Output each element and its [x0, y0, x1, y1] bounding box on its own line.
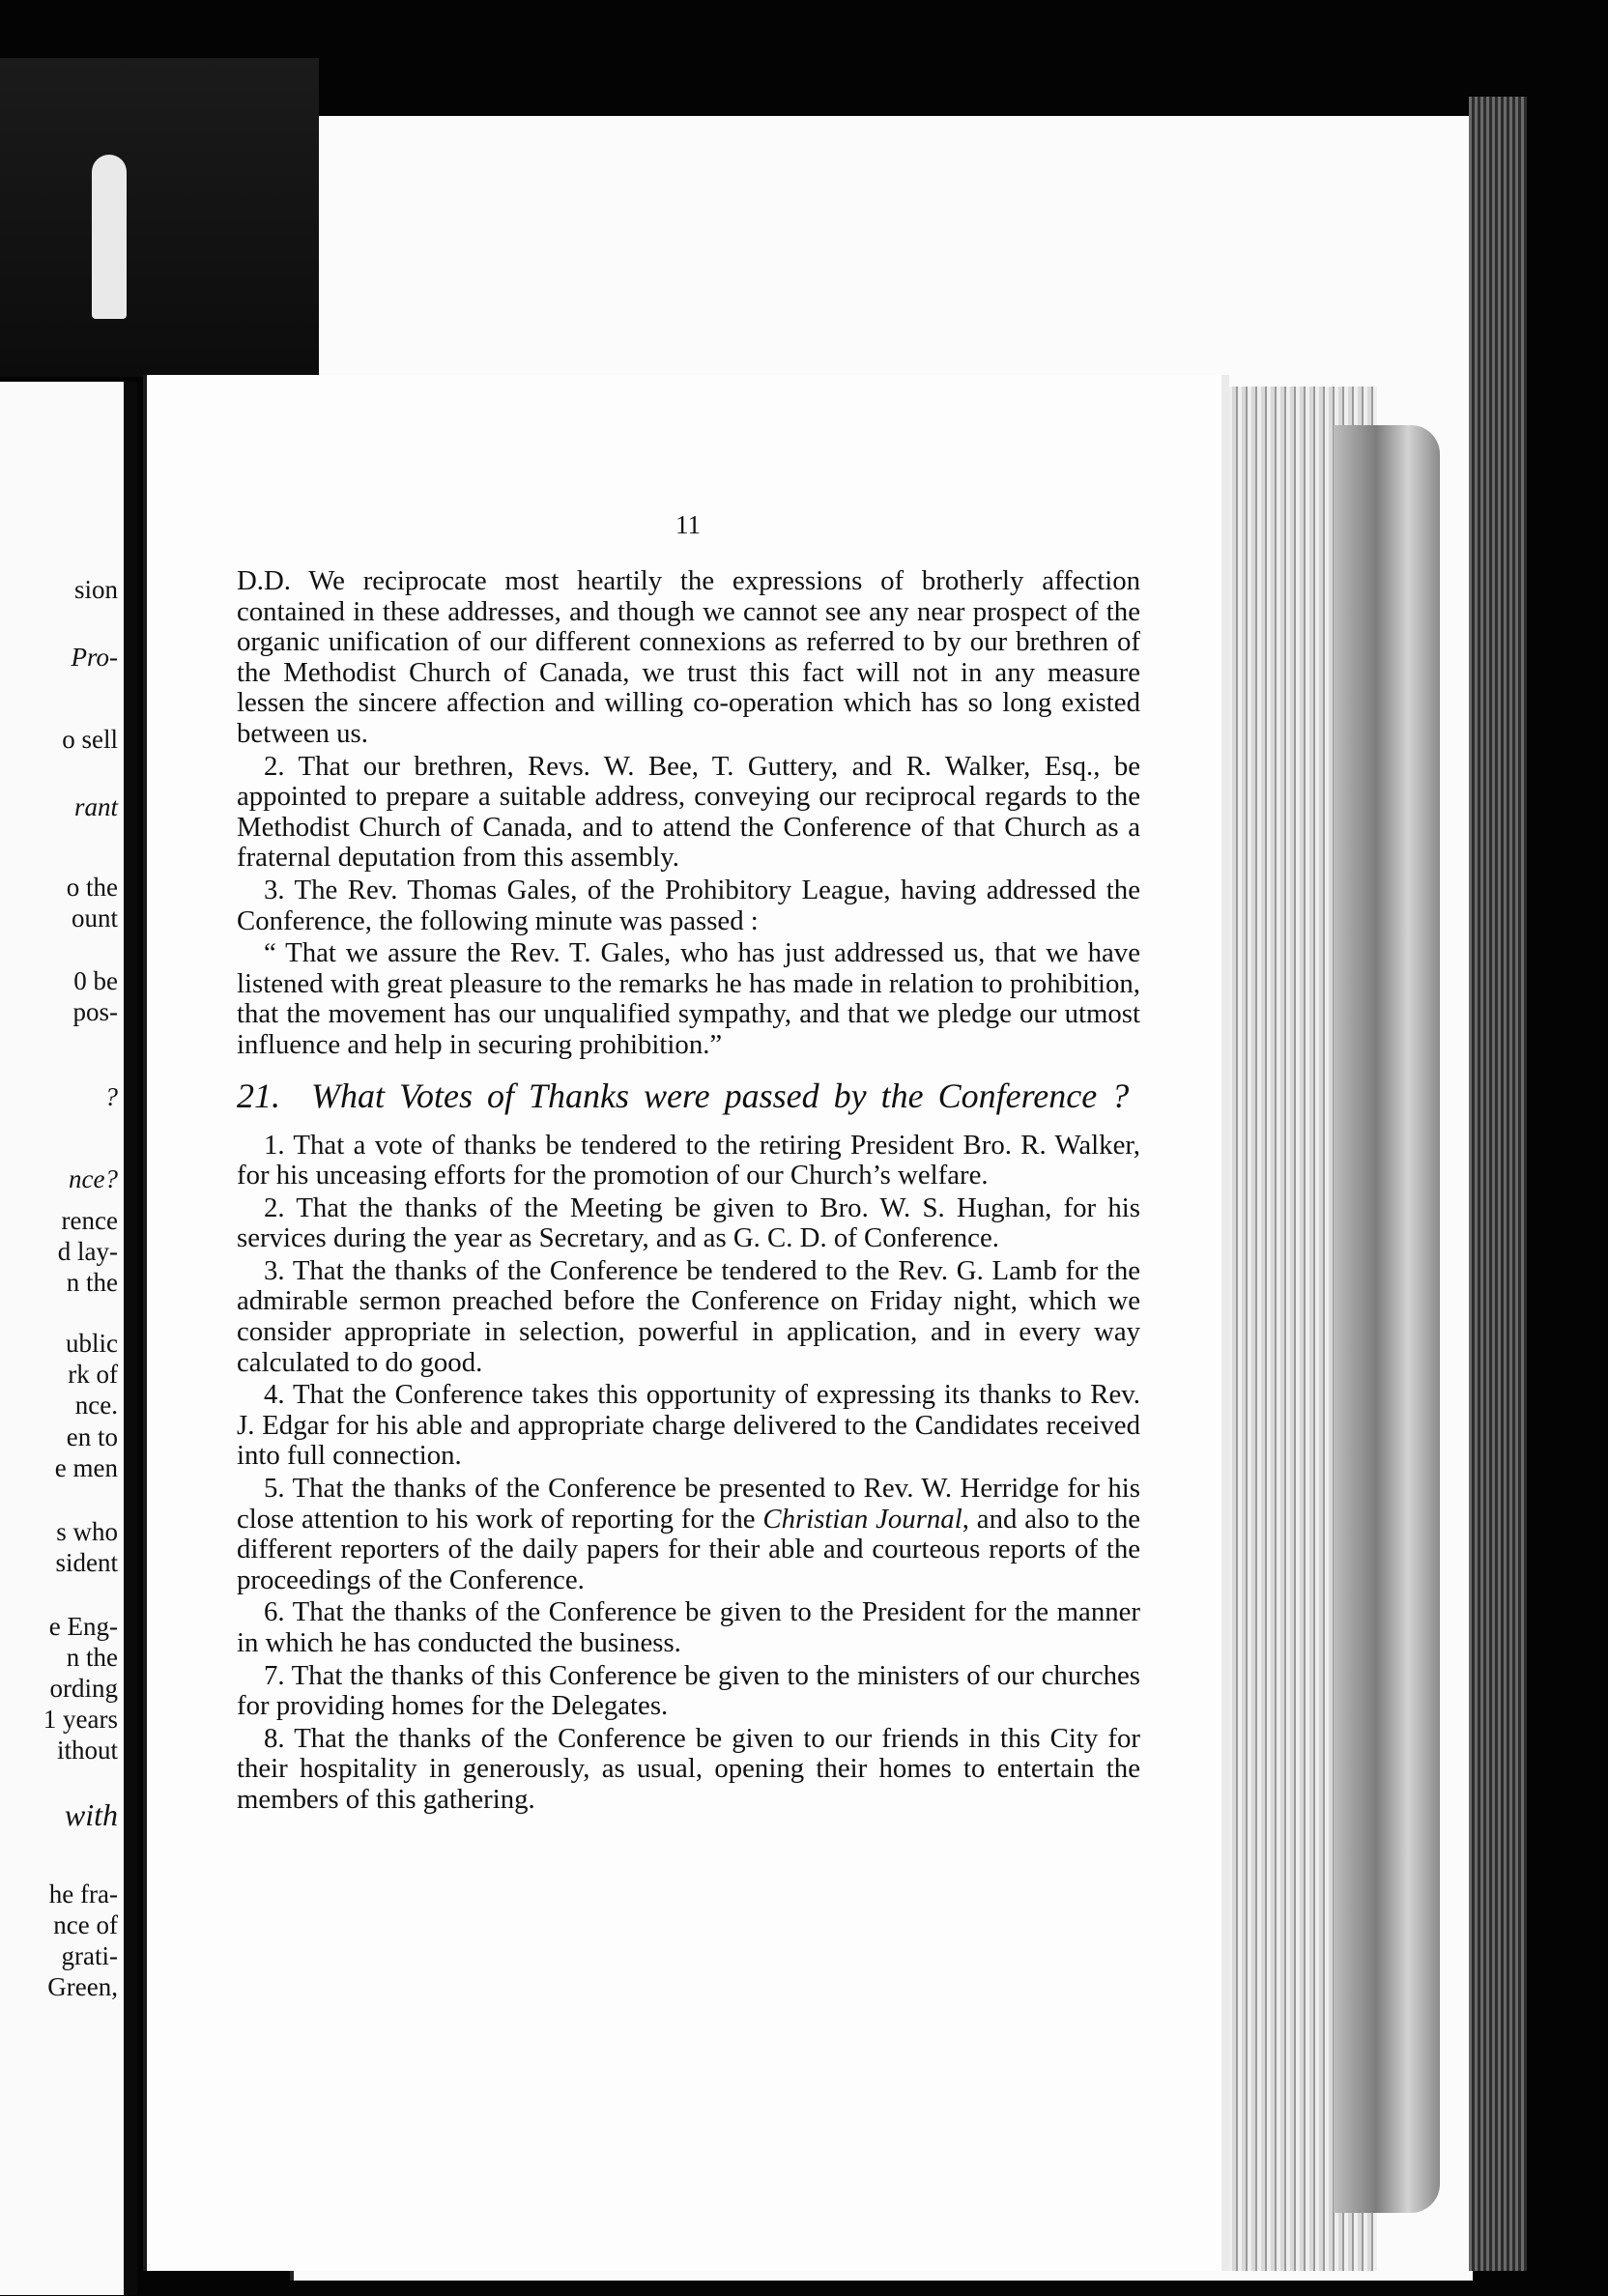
left-line: rant: [73, 792, 118, 821]
page-text: [237, 566, 1140, 1816]
resolution-2: 2. That the thanks of the Meeting be given to Bro. W. S. Hughan, for his services during the year as Secretary, and as G. C. D. of Conference.: [237, 1191, 1140, 1254]
left-line: ublic: [66, 1329, 118, 1358]
left-line: nce.: [74, 1391, 118, 1420]
section-title: What Votes of Thanks were passed by the Conference ?: [311, 1076, 1130, 1115]
bookmark-ribbon: [92, 155, 127, 319]
left-line: Green,: [47, 1972, 118, 2001]
left-line: nce?: [69, 1164, 118, 1193]
left-line: o the: [66, 873, 118, 902]
paragraph-2: 2. That our brethren, Revs. W. Bee, T. Guttery, and R. Walker, Esq., be appointed to prepare a suitable address, conveying our reciprocal regards to the Methodist Church of Canada, and to attend the Conference of that Church as a fraternal deputation from this assembly.: [237, 750, 1140, 874]
book-page: [143, 375, 1229, 2271]
left-line: 0 be: [73, 966, 118, 995]
left-line: e men: [54, 1453, 118, 1482]
left-line: rk of: [68, 1360, 118, 1389]
left-line: s who: [56, 1517, 118, 1546]
resolution-3: 3. That the thanks of the Conference be tendered to the Rev. G. Lamb for the admirable sermon preached before the Conference on Friday night, which we consider appropriate in selection, powerful in application, and in every way calculated to do good.: [237, 1254, 1140, 1378]
left-line: sident: [55, 1548, 118, 1577]
book-binding: [0, 58, 319, 377]
left-line: d lay-: [57, 1237, 118, 1266]
left-line: grati-: [61, 1941, 118, 1970]
journal-title: Christian Journal: [762, 1503, 962, 1535]
section-heading: [237, 1075, 1140, 1117]
left-line: pos-: [72, 997, 118, 1026]
left-line: en to: [66, 1422, 118, 1451]
left-line: Pro-: [71, 643, 118, 672]
resolution-5-text: 5. That the thanks of the Conference be presented to Rev. W. Herridge for his close attention to his work of reporting for the: [237, 1473, 1140, 1535]
left-line: he fra-: [48, 1880, 118, 1909]
left-line: ?: [104, 1082, 118, 1111]
resolution-5: [237, 1474, 1140, 1595]
resolution-7: 7. That the thanks of this Conference be given to the ministers of our churches for providing homes for the Delegates.: [237, 1659, 1140, 1722]
left-line: nce of: [53, 1910, 118, 1939]
left-line: e Eng-: [48, 1612, 118, 1641]
quoted-minute: “ That we assure the Rev. T. Gales, who has just addressed us, that we have listened with great pleasure to the remarks he has made in relation to prohibition, that the movement has our unqualified sympathy, and that we pledge our utmost influence and help in securing prohibition.”: [237, 937, 1140, 1060]
resolution-6: 6. That the thanks of the Conference be given to the President for the manner in which he has conducted the business.: [237, 1596, 1140, 1658]
left-line: o sell: [62, 725, 118, 754]
resolution-8: 8. That the thanks of the Conference be given to our friends in this City for their hospitality in generously, as usual, opening their homes to entertain the members of this gathering.: [237, 1722, 1140, 1815]
resolution-5-text-end: , and also to the different reporters of the daily papers for their able and courteous reports of the proceedings of the Conference.: [237, 1503, 1140, 1595]
paragraph-continuation: D.D. We reciprocate most heartily the expressions of brotherly affection contained in these addresses, and though we cannot see any near prospect of the organic unification of our different connexions as referred to by our brethren of the Methodist Church of Canada, we trust this fact will not in any measure lessen the sincere affection and willing co-operation which has so long existed between us.: [237, 565, 1140, 749]
worn-page-edges: [1334, 425, 1440, 2213]
left-line: ording: [49, 1674, 118, 1703]
left-line: ithout: [56, 1736, 118, 1765]
left-page-fragment: [0, 382, 137, 2295]
book-cover-edge: [1469, 97, 1527, 2271]
resolution-1: 1. That a vote of thanks be tendered to the retiring President Bro. R. Walker, for his unceasing efforts for the promotion of our Church’s welfare.: [237, 1129, 1140, 1191]
section-number: 21.: [237, 1076, 280, 1115]
left-line: rence: [61, 1206, 118, 1235]
left-line: n the: [66, 1643, 118, 1672]
left-line: n the: [66, 1268, 118, 1297]
left-line: ount: [71, 904, 118, 933]
paragraph-3: 3. The Rev. Thomas Gales, of the Prohibitory League, having addressed the Conference, the following minute was passed :: [237, 874, 1140, 936]
resolution-4: 4. That the Conference takes this opportunity of expressing its thanks to Rev. J. Edgar for his able and appropriate charge delivered to the Candidates received into full connection.: [237, 1379, 1140, 1472]
page-number: 11: [675, 510, 701, 539]
left-line: sion: [73, 575, 118, 604]
left-line: with: [64, 1797, 118, 1832]
left-line: 1 years: [43, 1705, 118, 1734]
